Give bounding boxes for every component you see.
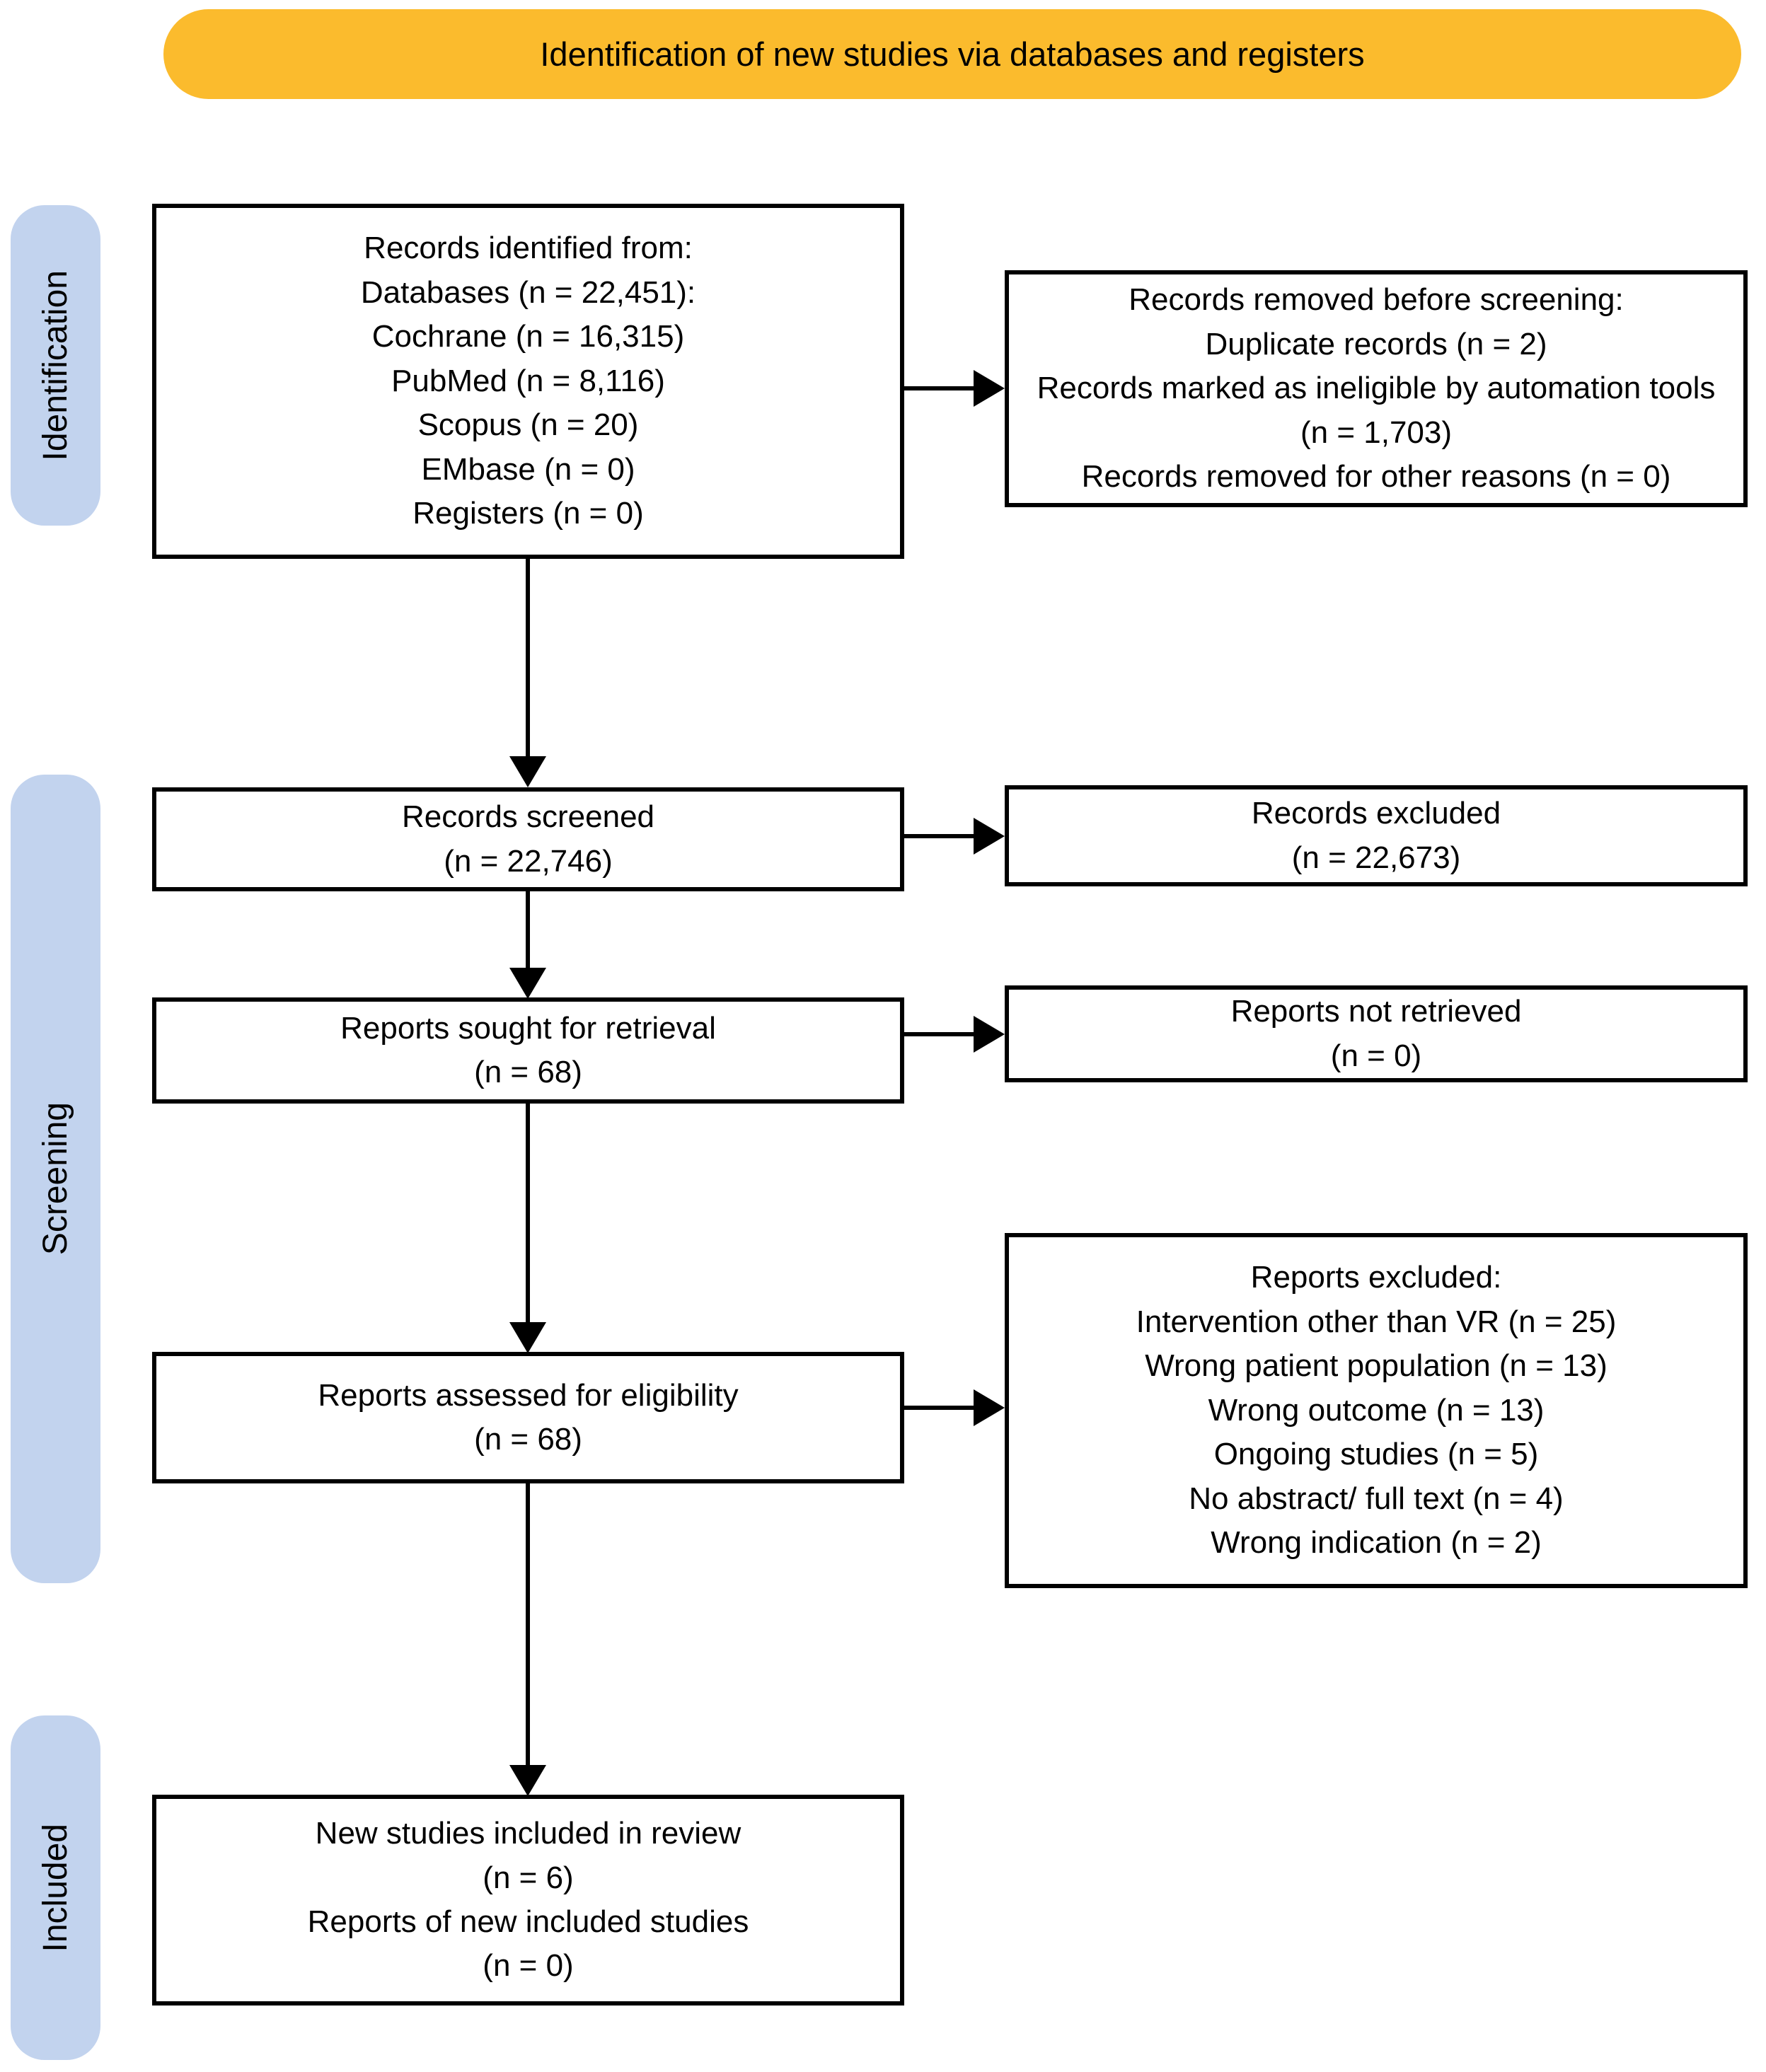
box-line: (n = 68): [474, 1055, 582, 1089]
arrowhead-right-icon: [974, 818, 1005, 855]
box-line: Reports excluded:: [1250, 1260, 1502, 1295]
box-line: Duplicate records (n = 2): [1205, 326, 1547, 361]
box-reports-not-retrieved: [1005, 985, 1748, 1082]
box-line: (n = 6): [483, 1860, 574, 1895]
arrow-identified-to-screened: [526, 559, 530, 756]
box-line: Records excluded: [1251, 796, 1501, 831]
arrowhead-down-icon: [509, 1322, 546, 1353]
box-line: Reports not retrieved: [1230, 994, 1522, 1029]
arrow-assessed-to-included: [526, 1483, 530, 1765]
box-line: (n = 0): [483, 1948, 574, 1984]
box-records-identified: [152, 204, 904, 559]
box-line: Databases (n = 22,451):: [360, 274, 696, 310]
box-line: (n = 22,746): [444, 843, 613, 879]
box-line: No abstract/ full text (n = 4): [1189, 1481, 1564, 1516]
box-records-screened: [152, 787, 904, 891]
banner-title: [163, 9, 1741, 99]
box-line: Records removed before screening:: [1129, 282, 1624, 318]
box-reports-sought: [152, 997, 904, 1104]
arrow-identified-to-removed: [904, 386, 975, 390]
arrowhead-right-icon: [974, 1016, 1005, 1053]
arrow-assessed-to-reports-excluded: [904, 1406, 975, 1410]
box-line: (n = 22,673): [1291, 840, 1461, 875]
box-line: Cochrane (n = 16,315): [371, 319, 685, 354]
arrow-sought-to-not-retrieved: [904, 1032, 975, 1036]
stage-label-screening: Screening: [11, 775, 100, 1583]
box-line: EMbase (n = 0): [421, 451, 635, 487]
banner-title-text: Identification of new studies via databases and registers: [540, 35, 1365, 73]
box-reports-assessed: [152, 1352, 904, 1483]
box-records-excluded: [1005, 785, 1748, 886]
box-line: Records identified from:: [364, 231, 693, 266]
arrowhead-down-icon: [509, 968, 546, 999]
box-line: Records removed for other reasons (n = 0): [1081, 459, 1671, 494]
arrowhead-down-icon: [509, 756, 546, 787]
box-line: Scopus (n = 20): [417, 407, 639, 443]
arrow-screened-to-sought: [526, 891, 530, 968]
box-line: New studies included in review: [315, 1816, 741, 1851]
box-line: Reports assessed for eligibility: [318, 1377, 739, 1413]
box-line: PubMed (n = 8,116): [391, 363, 665, 398]
arrow-screened-to-excluded: [904, 834, 975, 838]
box-new-studies-included: [152, 1795, 904, 2006]
box-line: Ongoing studies (n = 5): [1213, 1437, 1539, 1472]
box-records-removed-before-screening: [1005, 270, 1748, 507]
stage-label-identification: Identification: [11, 205, 100, 526]
box-line: Records marked as ineligible by automation tools (n = 1,703): [1037, 371, 1716, 450]
box-line: (n = 0): [1330, 1038, 1422, 1073]
box-line: Reports of new included studies: [307, 1904, 749, 1939]
box-line: Registers (n = 0): [412, 496, 644, 531]
box-reports-excluded: [1005, 1233, 1748, 1588]
arrow-sought-to-assessed: [526, 1104, 530, 1322]
box-line: (n = 68): [474, 1422, 582, 1457]
box-line: Wrong outcome (n = 13): [1208, 1392, 1545, 1428]
arrowhead-right-icon: [974, 370, 1005, 407]
box-line: Reports sought for retrieval: [340, 1010, 716, 1046]
stage-label-included: Included: [11, 1715, 100, 2060]
box-line: Wrong patient population (n = 13): [1145, 1348, 1608, 1384]
arrowhead-down-icon: [509, 1765, 546, 1796]
box-line: Intervention other than VR (n = 25): [1136, 1304, 1617, 1339]
box-line: Wrong indication (n = 2): [1211, 1525, 1542, 1561]
box-line: Records screened: [401, 799, 655, 835]
arrowhead-right-icon: [974, 1389, 1005, 1426]
